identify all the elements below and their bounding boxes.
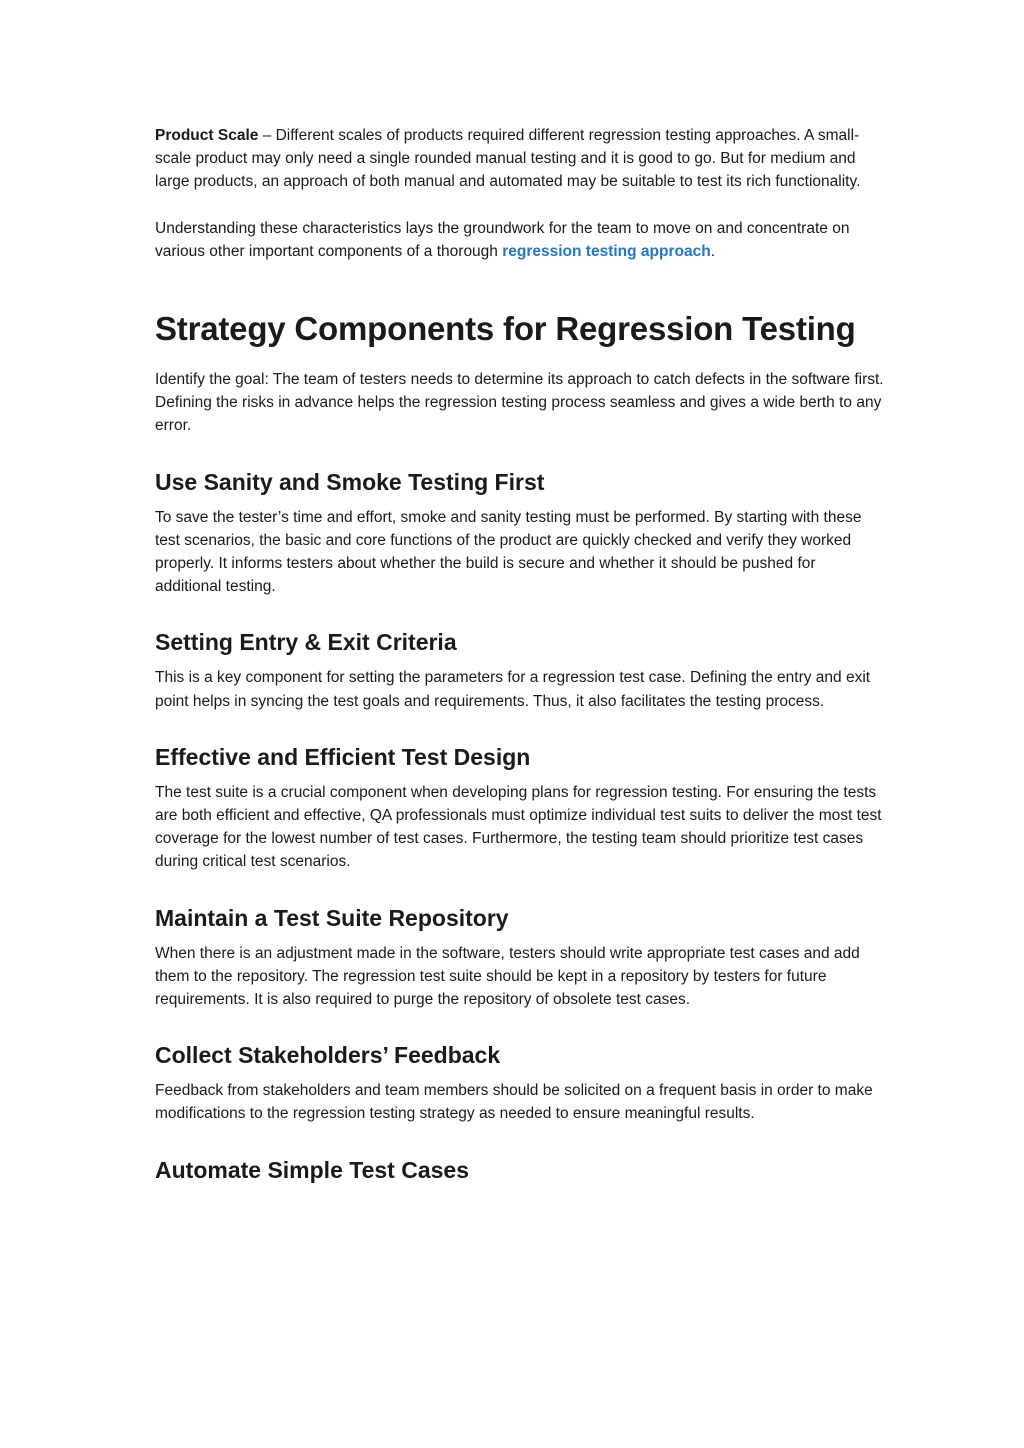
product-scale-text: – Different scales of products required different regression testing approaches. A small-scale product may only need a single rounded manual testing and it is good to go. But for medium and large products, an approach of both manual and automated may be suitable to test its rich functionality. — [155, 127, 861, 191]
regression-testing-approach-link[interactable]: regression testing approach — [502, 242, 711, 260]
section-body-repository: When there is an adjustment made in the software, testers should write appropriate test cases and add them to the repository. The regression test suite should be kept in a repository by testers for future requirements. It is also required to purge the repository of obsolete test cases. — [155, 944, 860, 1009]
section-body-feedback: Feedback from stakeholders and team members should be solicited on a frequent basis in order to make modifications to the regression testing strategy as needed to ensure meaningful results. — [155, 1082, 873, 1123]
section-body-entry-exit: This is a key component for setting the parameters for a regression test case. Defining the entry and exit point helps in syncing the test goals and requirements. Thus, it also facilitates the testing process. — [155, 669, 871, 710]
understanding-text: Understanding these characteristics lays the groundwork for the team to move on and concentrate on various other important components of a thorough — [155, 219, 850, 260]
section-heading-repository: Maintain a Test Suite Repository — [155, 904, 509, 931]
product-scale-paragraph — [155, 124, 885, 194]
section-heading-automate: Automate Simple Test Cases — [155, 1156, 470, 1183]
document-page — [155, 124, 885, 1185]
product-scale-label: Product Scale — [155, 127, 259, 144]
understanding-paragraph — [155, 217, 885, 263]
section-heading-feedback: Collect Stakeholders’ Feedback — [155, 1042, 501, 1069]
goal-paragraph: Identify the goal: The team of testers needs to determine its approach to catch defects in the software first. Defining the risks in advance helps the regression testing process seamless and gives a wide berth to any error. — [155, 371, 884, 435]
section-heading-entry-exit: Setting Entry & Exit Criteria — [155, 629, 457, 656]
section-body-test-design: The test suite is a crucial component when developing plans for regression testing. For ensuring the tests are both efficient and effective, QA professionals must optimize individual test suits to deliver the most test coverage for the lowest number of test cases. Furthermore, the testing team should prioritize test cases during critical test scenarios. — [155, 783, 882, 871]
section-body-sanity-smoke: To save the tester’s time and effort, smoke and sanity testing must be performed. By starting with these test scenarios, the basic and core functions of the product are quickly checked and verify they worked properly. It informs testers about whether the build is secure and whether it should be pushed for additional testing. — [155, 508, 862, 596]
section-heading-sanity-smoke: Use Sanity and Smoke Testing First — [155, 468, 545, 495]
understanding-end: . — [710, 242, 715, 260]
main-heading: Strategy Components for Regression Testing — [155, 310, 856, 348]
section-heading-test-design: Effective and Efficient Test Design — [155, 743, 531, 770]
